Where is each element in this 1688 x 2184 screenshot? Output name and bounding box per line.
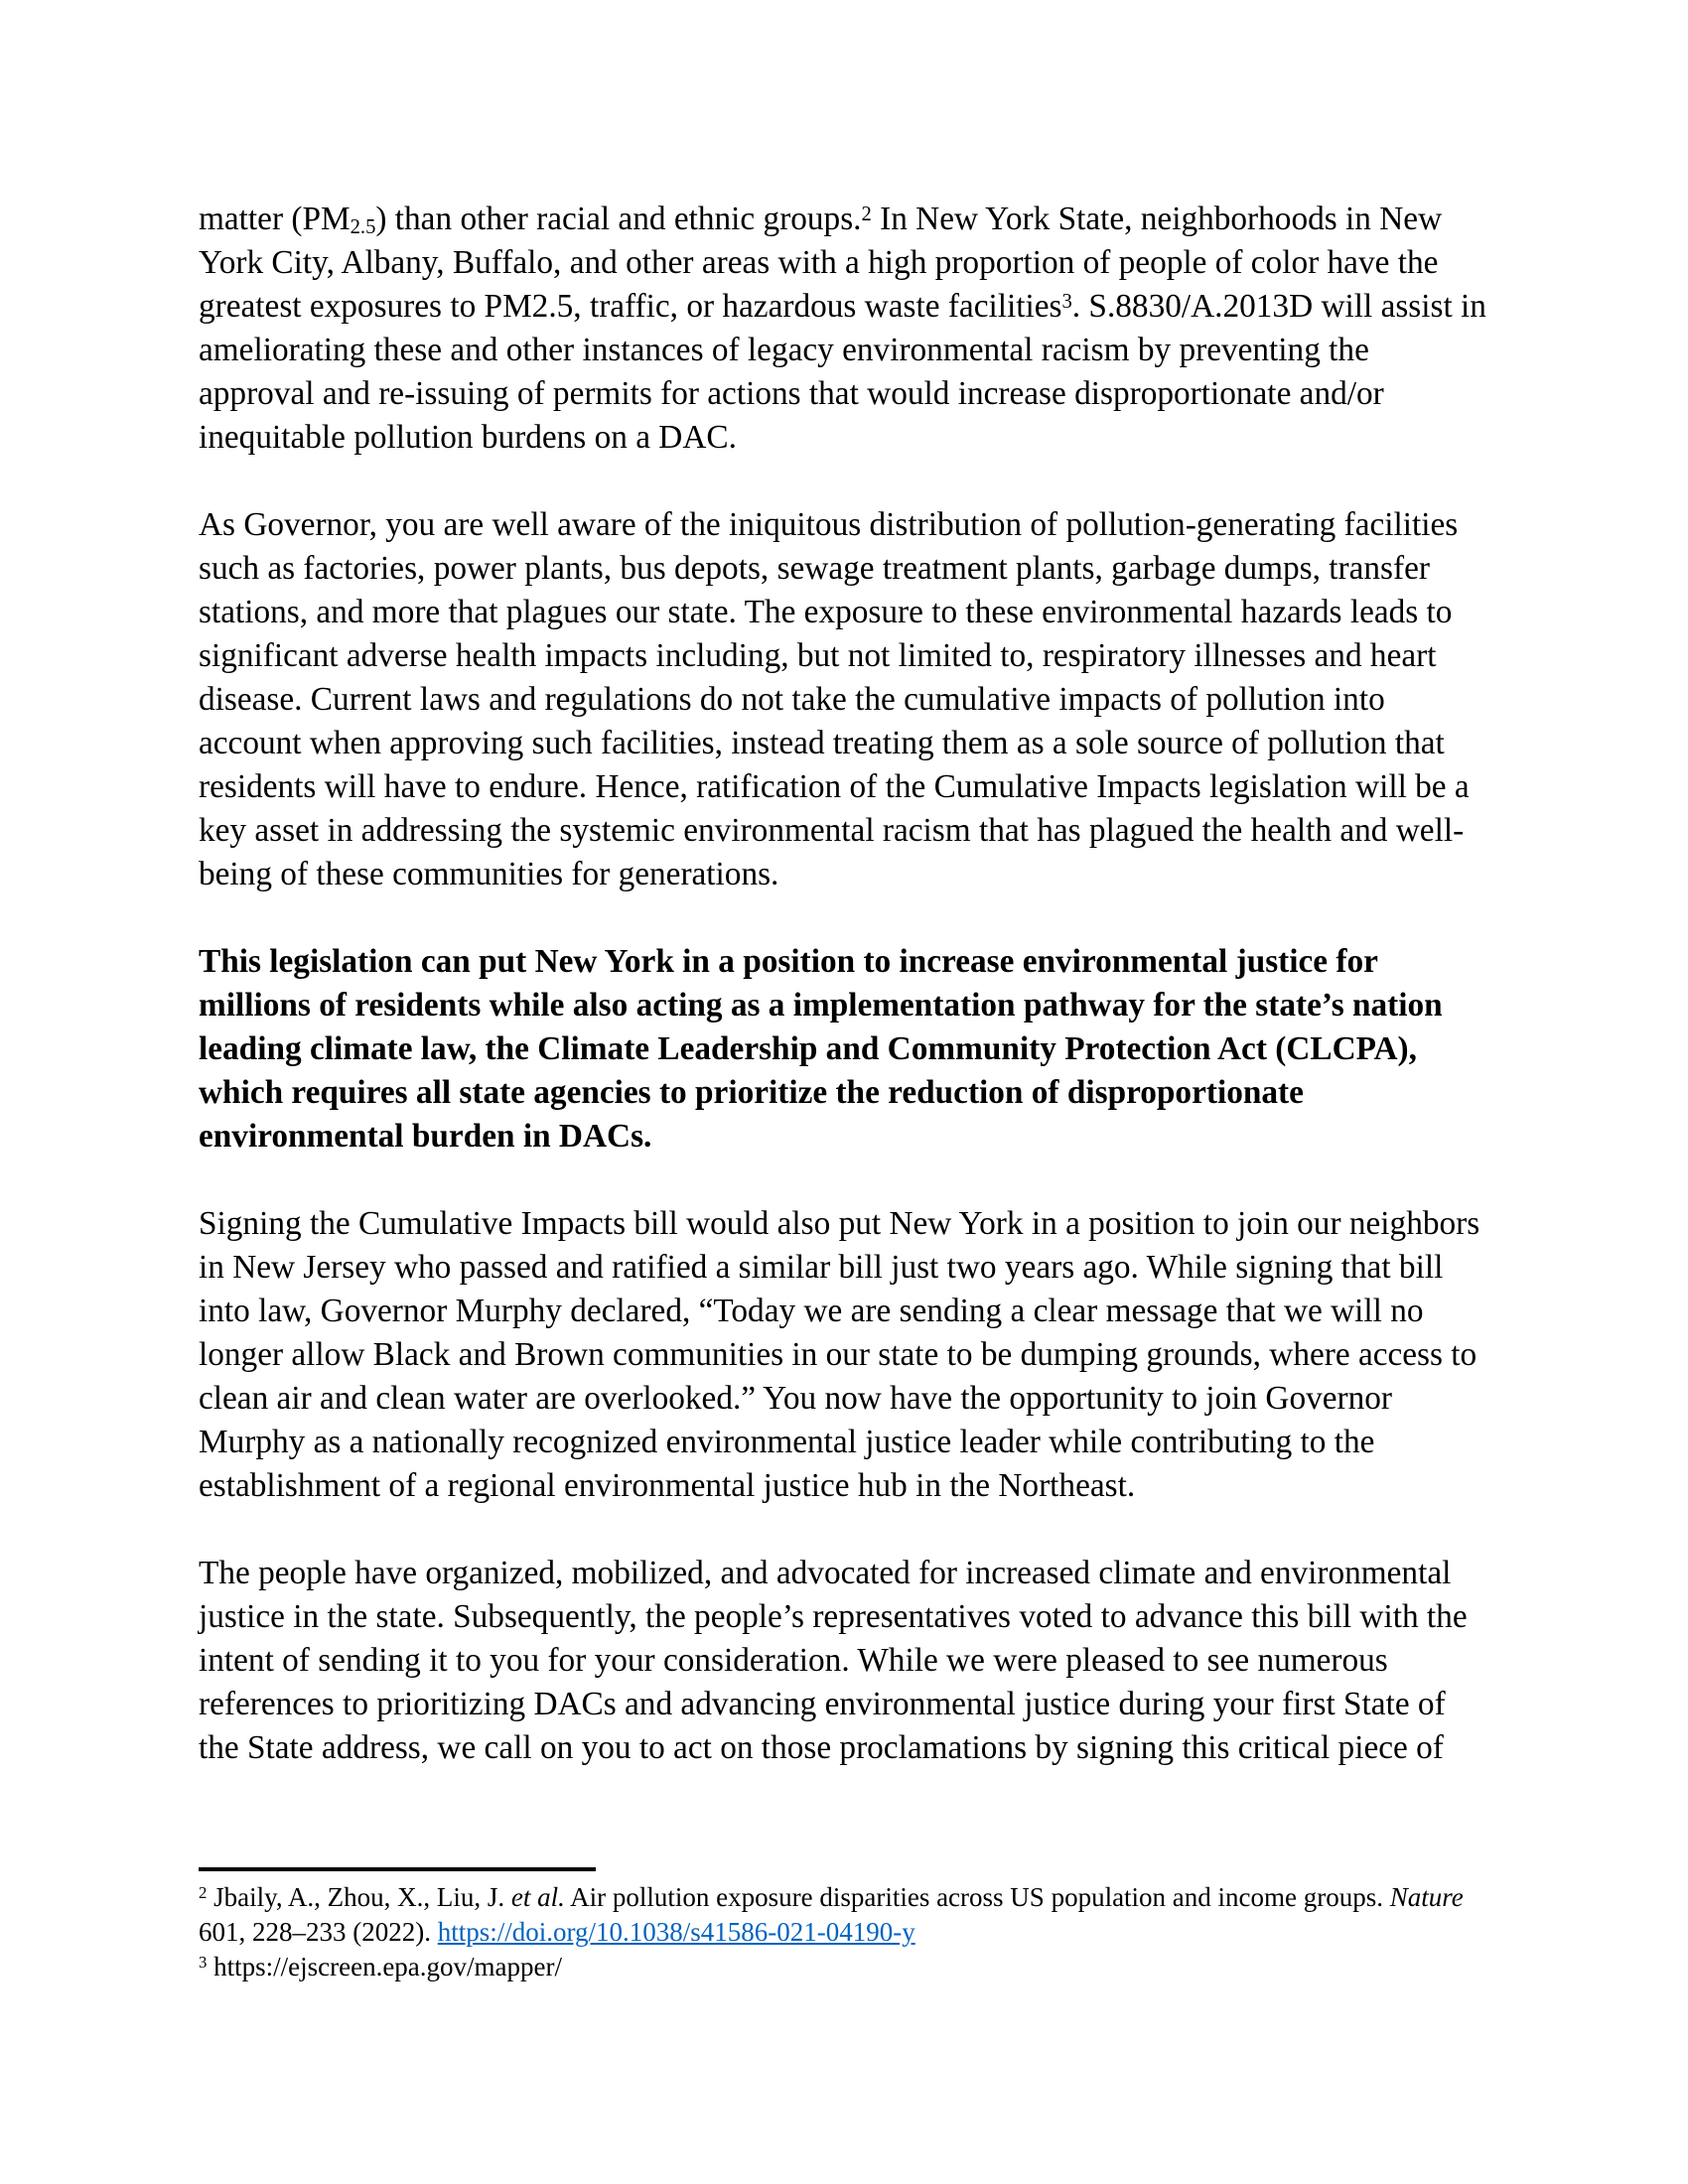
body-paragraph-3-bold — [199, 940, 1489, 1159]
text-run: 601, 228–233 (2022). — [199, 1917, 438, 1947]
text-run: Jbaily, A., Zhou, X., Liu, J. — [207, 1882, 511, 1912]
text-run: matter (PM — [199, 201, 351, 237]
text-run: This legislation can put New York in a position to increase environmental justice for millions of residents while also acting as a implementation pathway for the state’s nation leading climate law, the Climate Leadership and Community Protection Act (CLCPA), which requires all state agencies to prioritize the reduction of disproportionate environmental burden in DACs. — [199, 943, 1443, 1155]
footnote-3 — [199, 1950, 1489, 1984]
pm25-subscript: 2.5 — [350, 215, 376, 238]
doi-link[interactable]: https://doi.org/10.1038/s41586-021-04190-y — [437, 1917, 915, 1947]
text-run: ) than other racial and ethnic groups. — [375, 201, 862, 237]
text-run: https://ejscreen.epa.gov/mapper/ — [207, 1952, 563, 1981]
body-paragraph-1 — [199, 198, 1489, 460]
letter-body — [199, 198, 1489, 1814]
text-run: In New York State, neighborhoods in New York City, Albany, Buffalo, and other areas with a high proportion of people of color have the greatest exposures to PM2.5, traffic, or hazardous waste facilities — [199, 201, 1443, 325]
body-paragraph-4 — [199, 1202, 1489, 1508]
et-al-italic: et al. — [510, 1882, 565, 1912]
nature-italic: Nature — [1389, 1882, 1464, 1912]
text-run: Air pollution exposure disparities across US population and income groups. — [564, 1882, 1390, 1912]
footnote-separator — [199, 1867, 596, 1871]
text-run: The people have organized, mobilized, and advocated for increased climate and environmental justice in the state. Subsequently, the people’s representatives voted to advance this bill with the intent of sending it to you for your consideration. While we were pleased to see numerous references to prioritizing DACs and advancing environmental justice during your first State of the State address, we call on you to act on those proclamations by signing this critical piece of — [199, 1555, 1468, 1766]
text-run: . S.8830/A.2013D will assist in ameliorating these and other instances of legacy environmental racism by preventing the approval and re-issuing of permits for actions that would increase disproportionate and/or inequitable pollution burdens on a DAC. — [199, 288, 1486, 456]
body-paragraph-2 — [199, 503, 1489, 896]
text-run: Signing the Cumulative Impacts bill would also put New York in a position to join our neighbors in New Jersey who passed and ratified a similar bill just two years ago. While signing that bill into law, Governor Murphy declared, “Today we are sending a clear message that we will no longer allow Black and Brown communities in our state to be dumping grounds, where access to clean air and clean water are overlooked.” You now have the opportunity to join Governor Murphy as a nationally recognized environmental justice leader while contributing to the establishment of a regional environmental justice hub in the Northeast. — [199, 1205, 1480, 1504]
footnote-ref-2-marker: 2 — [861, 203, 872, 225]
body-paragraph-5 — [199, 1552, 1489, 1770]
footnote-2-number: 2 — [199, 1883, 208, 1903]
footnote-3-number: 3 — [199, 1953, 208, 1973]
footnote-2 — [199, 1880, 1489, 1950]
footnotes-section — [199, 1867, 1489, 1984]
text-run: As Governor, you are well aware of the iniquitous distribution of pollution-generating facilities such as factories, power plants, bus depots, sewage treatment plants, garbage dumps, transfer stations, and more that plagues our state. The exposure to these environmental hazards leads to significant adverse health impacts including, but not limited to, respiratory illnesses and heart disease. Current laws and regulations do not take the cumulative impacts of pollution into account when approving such facilities, instead treating them as a sole source of pollution that residents will have to endure. Hence, ratification of the Cumulative Impacts legislation will be a key asset in addressing the systemic environmental racism that has plagued the health and well-being of these communities for generations. — [199, 506, 1470, 892]
footnote-ref-3-marker: 3 — [1061, 290, 1072, 313]
